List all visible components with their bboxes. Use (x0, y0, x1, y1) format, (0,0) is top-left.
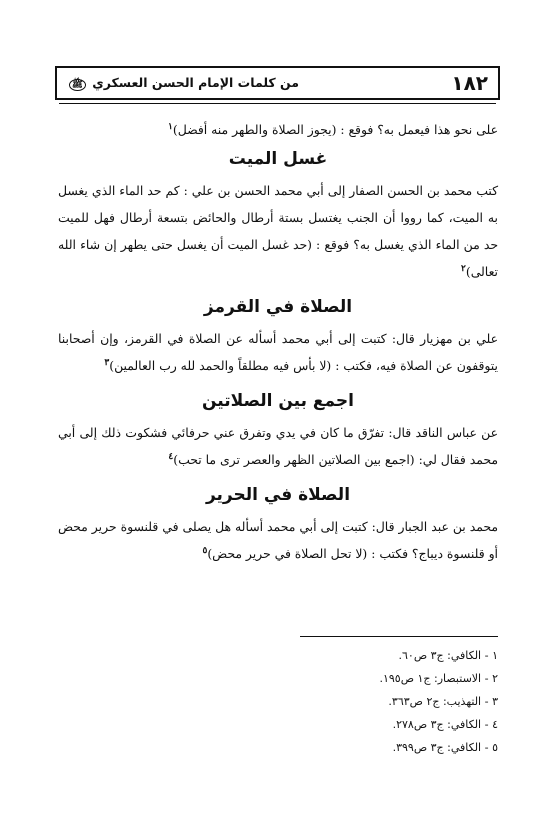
paragraph-5 (58, 513, 498, 567)
footnote-ref-3: ٣ (104, 357, 110, 368)
paragraph-2-text: كتب محمد بن الحسن الصفار إلى أبي محمد الحسن بن علي : كم حد الماء الذي يغسل به الميت، كما رووا أن الجنب يغتسل بستة أرطال والحائض بتسعة أرطال فهل للميت حد من الماء الذي يغسل به؟ فوقع : (حد غسل الميت أن يغسل حتى يطهر إن شاء الله تعالى) (58, 183, 498, 279)
footnote-divider (300, 636, 498, 637)
footnote-ref-5: ٥ (202, 545, 208, 556)
footnote-5: ٥ - الكافي: ج٣ ص٣٩٩. (392, 741, 498, 754)
paragraph-1-text: على نحو هذا فيعمل به؟ فوقع : (يجوز الصلاة والطهر منه أفضل) (172, 122, 498, 137)
footnote-ref-1: ١ (168, 121, 173, 132)
footnote-ref-2: ٢ (461, 263, 466, 274)
page-body (58, 116, 498, 567)
page-number: ١٨٢ (451, 71, 488, 95)
paragraph-3 (58, 325, 498, 379)
running-title-text: من كلمات الإمام الحسن العسكري (92, 75, 300, 90)
heading-1: غسل الميت (228, 149, 328, 169)
paragraph-1 (58, 116, 498, 143)
honorific-icon: ﷺ (69, 79, 86, 91)
footnote-1: ١ - الكافي: ج٣ ص٦٠. (398, 649, 498, 662)
paragraph-4-text: عن عباس الناقد قال: تفرّق ما كان في يدي وتفرق عني حرفائي فشكوت ذلك إلى أبي محمد فقال لي: (اجمع بين الصلاتين الظهر والعصر ترى ما تحب) (58, 425, 498, 467)
heading-4: الصلاة في الحرير (205, 485, 351, 505)
footnotes (379, 644, 498, 759)
running-title (67, 75, 299, 92)
paragraph-4 (58, 419, 498, 473)
footnote-4: ٤ - الكافي: ج٣ ص٢٧٨. (392, 718, 498, 731)
footnote-ref-4: ٤ (168, 451, 174, 462)
paragraph-2 (58, 177, 498, 285)
paragraph-3-text: علي بن مهزيار قال: كتبت إلى أبي محمد أسأله عن الصلاة في القرمز، وإن أصحابنا يتوقفون عن الصلاة فيه، فكتب : (لا بأس فيه مطلقاً والحمد لله رب العالمين) (58, 331, 498, 373)
footnote-3: ٣ - التهذيب: ج٢ ص٣٦٣. (388, 695, 498, 708)
heading-2: الصلاة في القرمز (203, 297, 353, 317)
paragraph-5-text: محمد بن عبد الجبار قال: كتبت إلى أبي محمد أسأله هل يصلى في قلنسوة حرير محض أو قلنسوة ديباج؟ فكتب : (لا تحل الصلاة في حرير محض) (58, 519, 498, 561)
heading-3: اجمع بين الصلاتين (201, 391, 355, 411)
page-header (55, 66, 500, 100)
footnote-2: ٢ - الاستبصار: ج١ ص١٩٥. (379, 672, 498, 685)
